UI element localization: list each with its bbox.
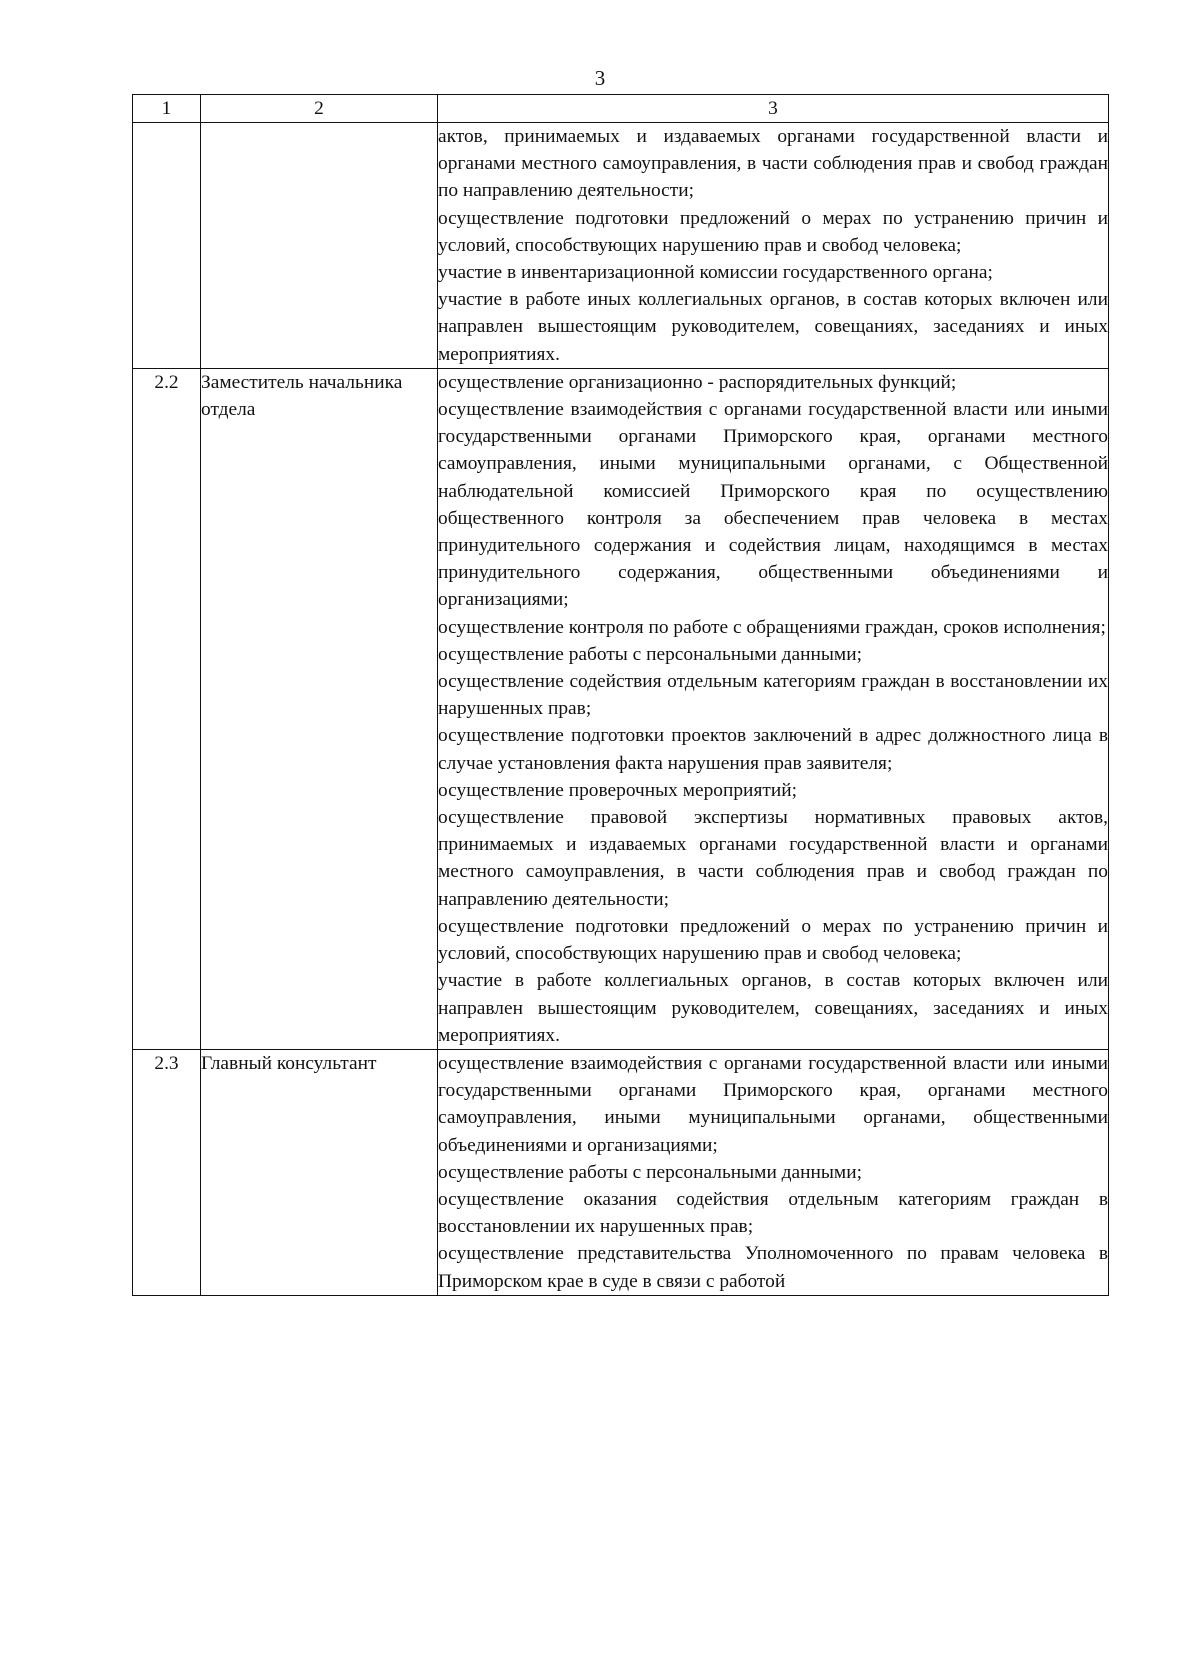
header-col-3: 3 (438, 95, 1109, 123)
table-row (133, 1049, 1109, 1295)
duty-line: осуществление правовой экспертизы нормативных правовых актов, принимаемых и издаваемых органами государственной власти и органами местного самоуправления, в части соблюдения прав и свобод граждан по направлению деятельности; (438, 807, 1108, 910)
row-number (133, 123, 201, 369)
duty-line: осуществление контроля по работе с обращениями граждан, сроков исполнения; (438, 616, 1106, 638)
duty-line: осуществление оказания содействия отдельным категориям граждан в восстановлении их нарушенных прав; (438, 1188, 1108, 1238)
table-row (133, 123, 1109, 369)
position-title: Главный консультант (201, 1049, 438, 1295)
duties-cell (438, 1049, 1109, 1295)
duty-line: осуществление проверочных мероприятий; (438, 779, 797, 801)
duties-table (132, 94, 1109, 1296)
duty-line: актов, принимаемых и издаваемых органами государственной власти и органами местного самоуправления, в части соблюдения прав и свобод граждан по направлению деятельности; (438, 126, 1108, 202)
duty-line: осуществление подготовки проектов заключений в адрес должностного лица в случае установления факта нарушения прав заявителя; (438, 725, 1108, 774)
page-number: 3 (594, 66, 606, 90)
row-number: 2.2 (133, 368, 201, 1049)
duty-line: участие в работе коллегиальных органов, в состав которых включен или направлен вышестоящим руководителем, совещаниях, заседаниях и иных мероприятиях. (438, 970, 1108, 1046)
header-col-2: 2 (201, 95, 438, 123)
duties-cell (438, 123, 1109, 369)
duty-line: осуществление подготовки предложений о мерах по устранению причин и условий, способствующих нарушению прав и свобод человека; (438, 207, 1108, 256)
duty-line: осуществление работы с персональными данными; (438, 643, 862, 665)
table-row (133, 368, 1109, 1049)
duty-line: осуществление организационно - распорядительных функций; (438, 371, 957, 393)
duty-line: участие в работе иных коллегиальных органов, в состав которых включен или направлен вышестоящим руководителем, совещаниях, заседаниях и иных мероприятиях. (438, 289, 1108, 365)
position-title: Заместитель начальника отдела (201, 368, 438, 1049)
duty-line: осуществление представительства Уполномоченного по правам человека в Приморском крае в суде в связи с работой (438, 1243, 1108, 1292)
duty-line: участие в инвентаризационной комиссии государственного органа; (438, 262, 993, 284)
duty-line: осуществление подготовки предложений о мерах по устранению причин и условий, способствующих нарушению прав и свобод человека; (438, 915, 1108, 965)
position-title (201, 123, 438, 369)
table-header-row (133, 95, 1109, 123)
header-col-1: 1 (133, 95, 201, 123)
duty-line: осуществление взаимодействия с органами государственной власти или иными государственными органами Приморского края, органами местного самоуправления, иными муниципальными органами, с Общественной наблюдательной комиссией Приморского края по осуществлению общественного контроля за обеспечением прав человека в местах принудительного содержания и содействия лицам, находящимся в местах принудительного содержания, общественными объединениями и организациями; (438, 399, 1108, 611)
duty-line: осуществление работы с персональными данными; (438, 1161, 862, 1183)
duty-line: осуществление содействия отдельным категориям граждан в восстановлении их нарушенных прав; (438, 671, 1108, 720)
duties-cell (438, 368, 1109, 1049)
row-number: 2.3 (133, 1049, 201, 1295)
duty-line: осуществление взаимодействия с органами государственной власти или иными государственными органами Приморского края, органами местного самоуправления, иными муниципальными органами, общественными объединениями и организациями; (438, 1052, 1108, 1156)
